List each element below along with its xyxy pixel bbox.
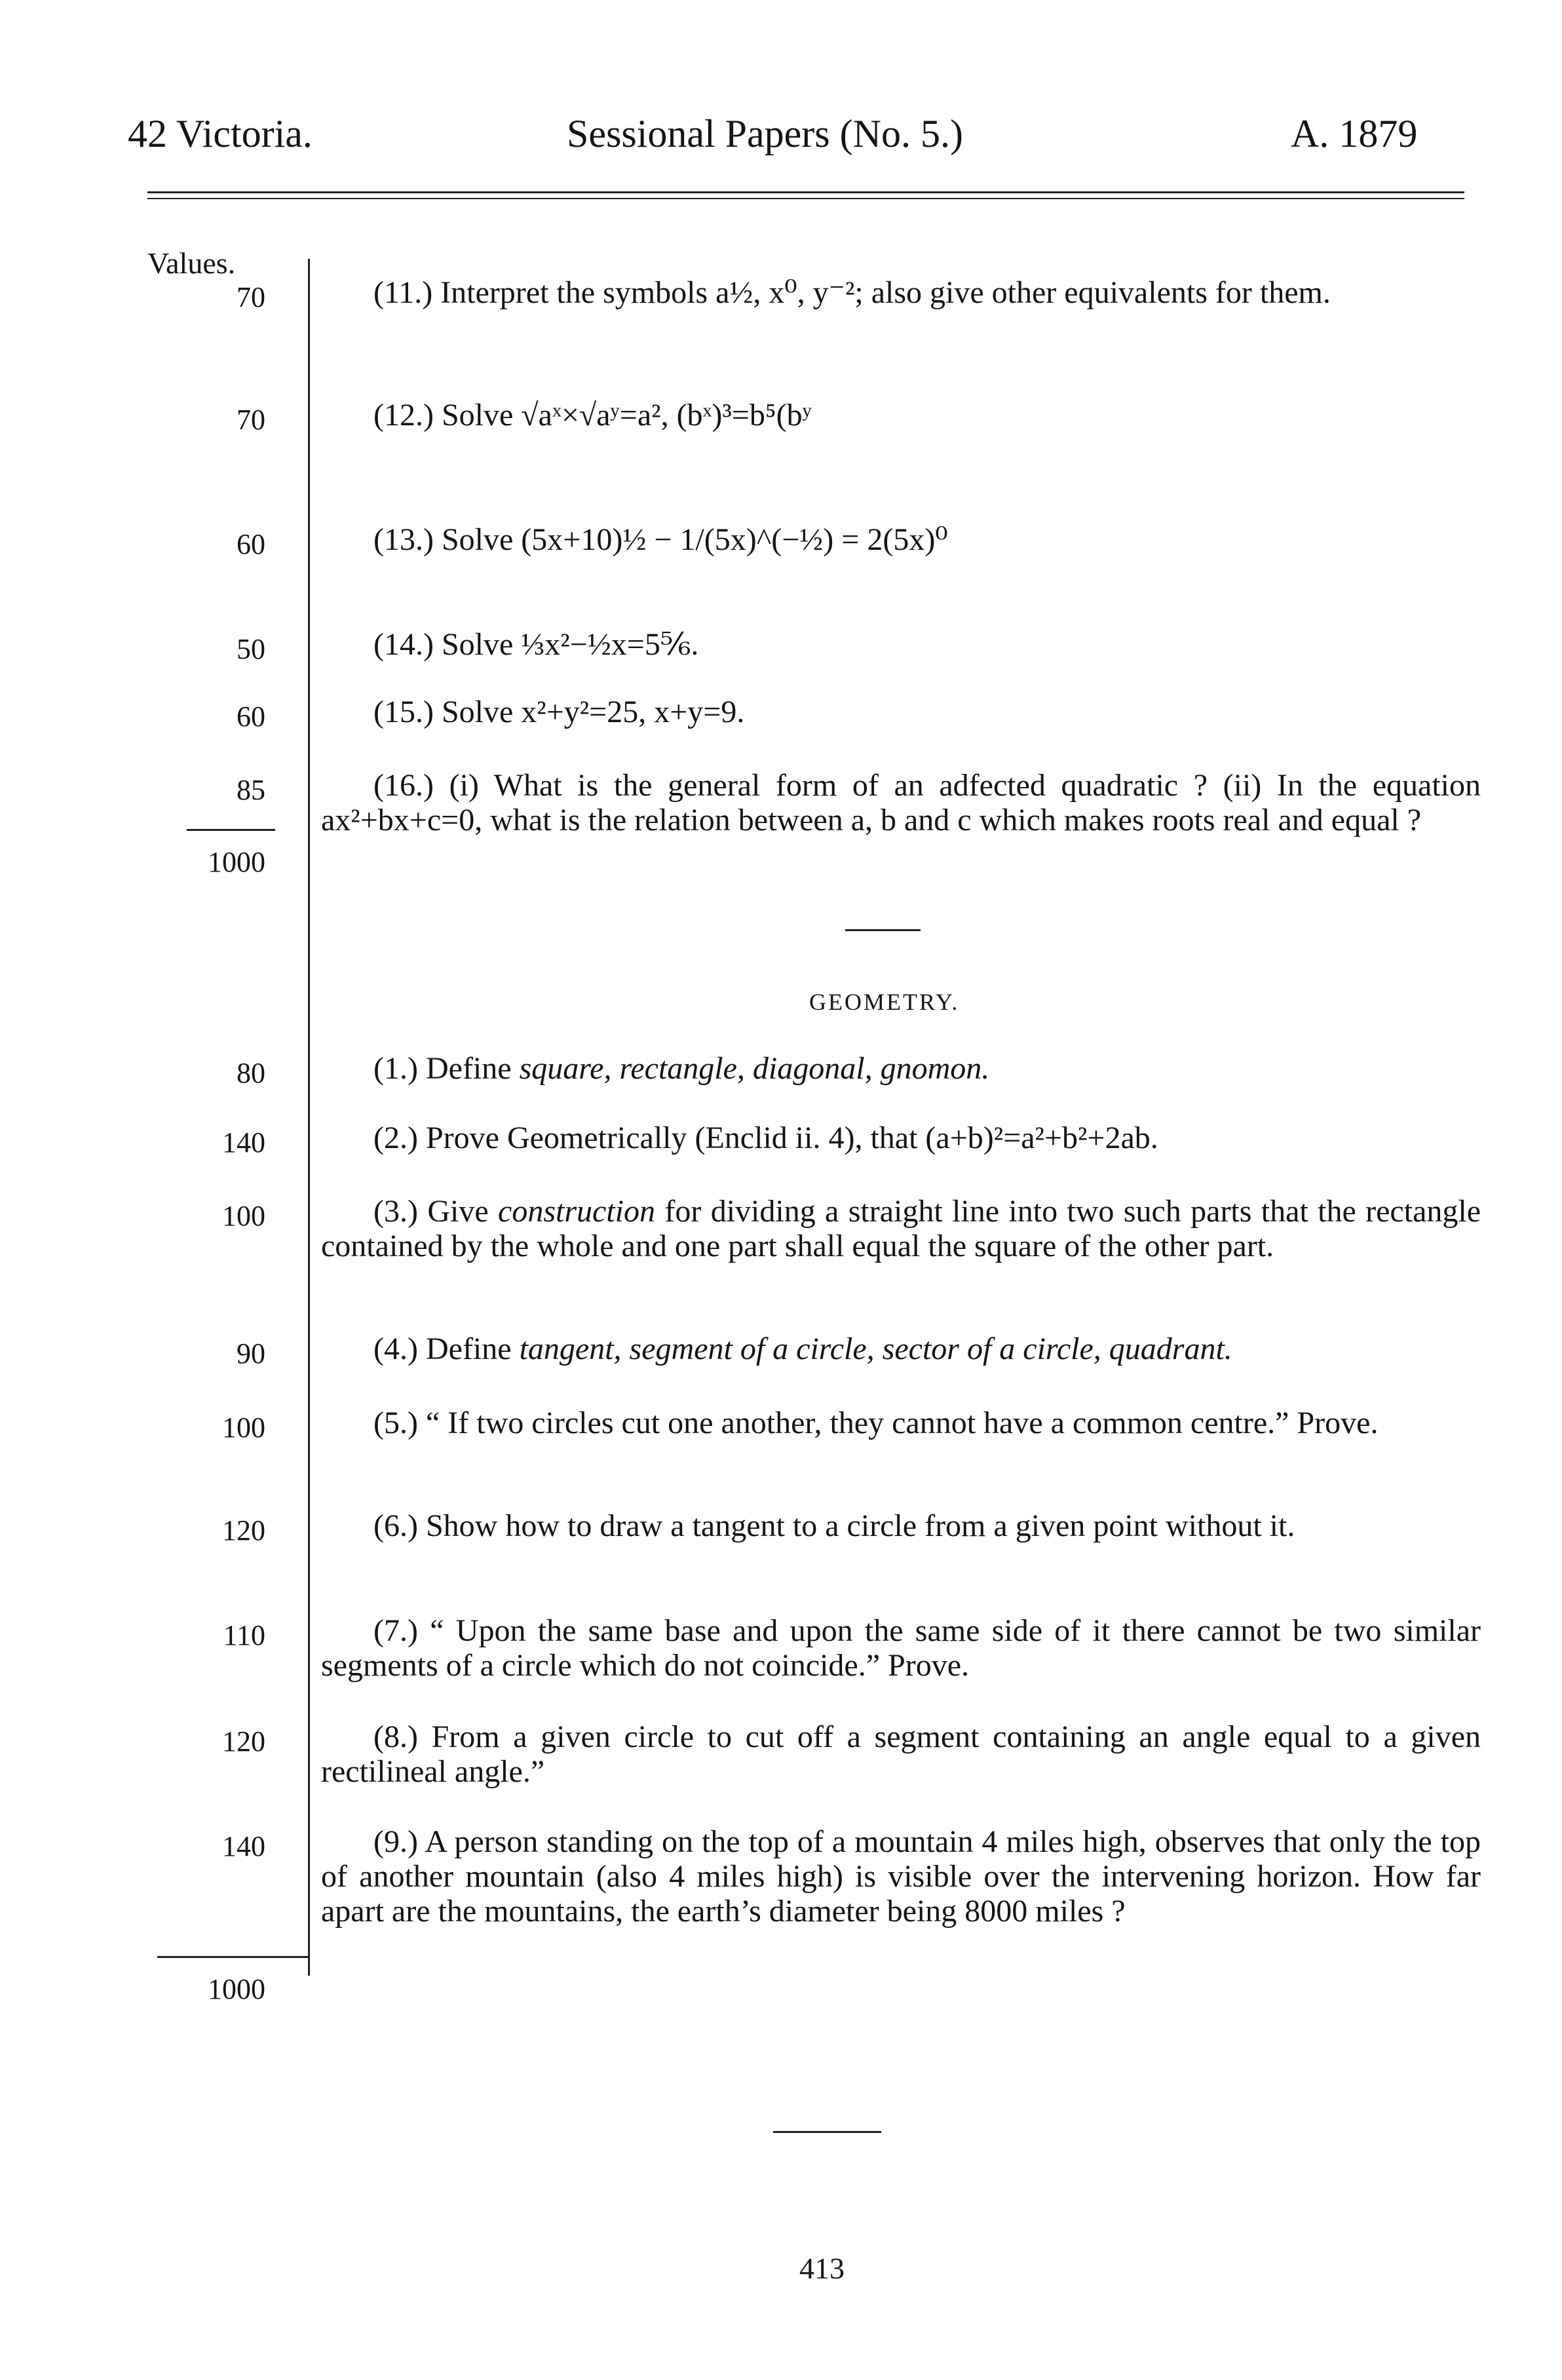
value-15: 60	[237, 701, 265, 733]
question-g3	[321, 1194, 1481, 1263]
header-center: Sessional Papers (No. 5.)	[567, 112, 963, 155]
question-13	[321, 522, 1481, 557]
value-16: 85	[237, 774, 265, 806]
question-number: (5.)	[373, 1406, 418, 1440]
value-13: 60	[237, 528, 265, 560]
question-text: Solve √aˣ×√aʸ=a², (bˣ)³=b⁵(bʸ	[441, 398, 812, 432]
question-14	[321, 627, 1481, 662]
header-rule-second	[147, 198, 1464, 199]
question-16	[321, 768, 1481, 837]
footer-rule	[773, 2131, 881, 2133]
question-emphasis: square, rectangle, diagonal, gnomon.	[519, 1051, 990, 1086]
value-g1: 80	[237, 1057, 265, 1089]
question-g2	[321, 1121, 1481, 1155]
question-emphasis: tangent, segment of a circle, sector of a circle, quadrant.	[519, 1332, 1232, 1366]
value-g8: 120	[222, 1725, 265, 1757]
page-number: 413	[799, 2252, 845, 2285]
value-g9: 140	[222, 1830, 265, 1862]
question-15	[321, 695, 1481, 729]
question-text: Show how to draw a tangent to a circle from a given point without it.	[425, 1508, 1295, 1543]
value-g4: 90	[237, 1337, 265, 1370]
value-g6: 120	[222, 1514, 265, 1546]
question-number: (12.)	[373, 398, 434, 432]
total-rule	[157, 1956, 308, 1958]
geometry-heading: GEOMETRY.	[809, 989, 960, 1015]
value-14: 50	[237, 633, 265, 665]
question-number: (1.)	[373, 1051, 418, 1086]
question-number: (2.)	[373, 1121, 418, 1155]
question-number: (11.)	[373, 275, 433, 310]
value-12: 70	[237, 404, 265, 436]
question-g4	[321, 1332, 1481, 1366]
value-g2: 140	[222, 1126, 265, 1159]
question-number: (8.)	[373, 1719, 418, 1754]
question-g1	[321, 1051, 1481, 1086]
question-g7	[321, 1613, 1481, 1683]
question-g8	[321, 1719, 1481, 1789]
question-11	[321, 275, 1481, 310]
question-text-cont: for dividing a straight line into two such parts that the rectangle contained by the whole and one part shall equal the square of the other part.	[321, 1194, 1481, 1263]
question-text: Solve (5x+10)½ − 1/(5x)^(−½) = 2(5x)⁰	[441, 522, 948, 557]
section-divider	[845, 929, 921, 931]
question-number: (4.)	[373, 1332, 418, 1366]
header-right: A. 1879	[1291, 112, 1418, 155]
question-number: (16.)	[373, 768, 434, 803]
question-text: Interpret the symbols a½, x⁰, y⁻²; also give other equivalents for them.	[440, 275, 1331, 310]
question-text: A person standing on the top of a mountain 4 miles high, observes that only the top of another mountain (also 4 miles high) is visible over the intervening horizon. How far apart are the mountains, the earth’s diameter being 8000 miles ?	[321, 1824, 1481, 1929]
question-g6	[321, 1508, 1481, 1543]
values-column-rule	[308, 259, 310, 1976]
question-12	[321, 398, 1481, 432]
question-number: (13.)	[373, 522, 434, 557]
header-left: 42 Victoria.	[128, 112, 313, 155]
question-text: Solve ⅓x²−½x=5⅚.	[441, 627, 699, 662]
question-number: (9.)	[373, 1824, 418, 1859]
total-rule	[187, 829, 275, 831]
question-number: (14.)	[373, 627, 434, 662]
value-g3: 100	[222, 1200, 265, 1232]
question-g5	[321, 1406, 1481, 1440]
question-number: (7.)	[373, 1613, 418, 1648]
question-text: Define	[425, 1332, 520, 1366]
question-number: (3.)	[373, 1194, 418, 1229]
question-text: Give	[427, 1194, 499, 1229]
geometry-total: 1000	[208, 1973, 265, 2005]
value-g5: 100	[222, 1411, 265, 1444]
question-emphasis: construction	[498, 1194, 655, 1229]
header-rule	[147, 191, 1464, 193]
value-g7: 110	[223, 1619, 265, 1651]
algebra-total: 1000	[208, 846, 265, 878]
values-label: Values.	[147, 246, 236, 280]
question-text: “ If two circles cut one another, they cannot have a common centre.” Prove.	[425, 1406, 1379, 1440]
question-text: Prove Geometrically (Enclid ii. 4), that (a+b)²=a²+b²+2ab.	[425, 1121, 1158, 1155]
question-number: (15.)	[373, 695, 434, 729]
question-text: From a given circle to cut off a segment containing an angle equal to a given rectilineal angle.”	[321, 1719, 1481, 1789]
question-text: “ Upon the same base and upon the same side of it there cannot be two similar segments of a circle which do not coincide.” Prove.	[321, 1613, 1481, 1683]
question-g9	[321, 1824, 1481, 1929]
question-text: Define	[425, 1051, 520, 1086]
value-11: 70	[237, 281, 265, 313]
question-number: (6.)	[373, 1508, 418, 1543]
question-text: Solve x²+y²=25, x+y=9.	[441, 695, 745, 729]
question-text: (i) What is the general form of an adfected quadratic ? (ii) In the equation ax²+bx+c=0, what is the relation between a, b and c which makes roots real and equal ?	[321, 768, 1481, 837]
